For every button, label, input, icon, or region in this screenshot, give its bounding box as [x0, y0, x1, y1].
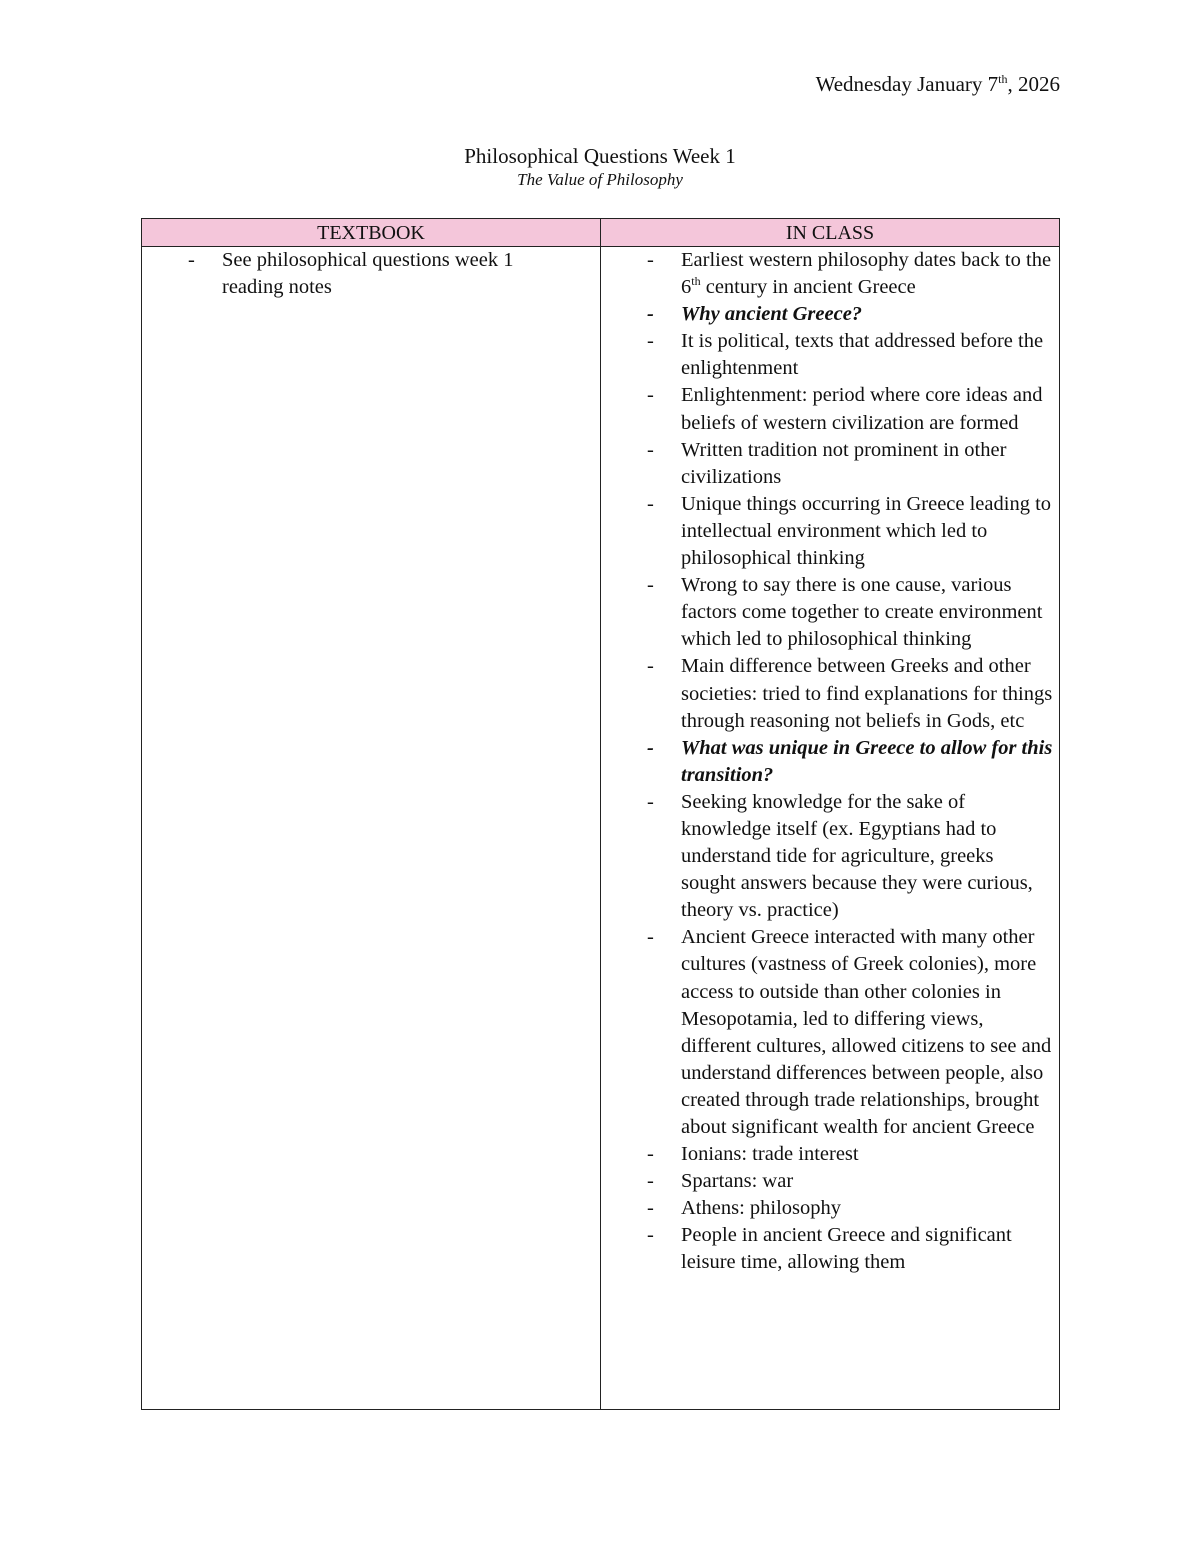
list-item-text: Wrong to say there is one cause, various factors come together to create environment which led to philosophical thinking — [681, 574, 1043, 651]
bullet-dash: - — [647, 1170, 654, 1193]
bullet-dash: - — [647, 790, 654, 813]
bullet-dash: - — [647, 1197, 654, 1220]
list-item — [601, 1141, 1059, 1168]
list-item — [601, 328, 1059, 382]
bullet-dash: - — [647, 1143, 654, 1166]
list-item — [601, 572, 1059, 653]
bullet-dash: - — [647, 736, 654, 759]
list-item — [601, 653, 1059, 734]
document-title: Philosophical Questions Week 1 — [464, 144, 736, 168]
notes-table — [141, 218, 1060, 1410]
list-item-text: Written tradition not prominent in other civilizations — [681, 438, 1007, 488]
column-header-in-class: IN CLASS — [601, 219, 1060, 247]
list-item — [601, 491, 1059, 572]
textbook-list — [142, 247, 600, 301]
in-class-cell — [601, 247, 1060, 1410]
list-item-text: Ionians: trade interest — [681, 1143, 859, 1166]
bullet-dash: - — [188, 249, 195, 271]
list-item-text: Enlightenment: period where core ideas and beliefs of western civilization are formed — [681, 384, 1043, 434]
bullet-dash: - — [647, 384, 654, 407]
column-header-textbook: TEXTBOOK — [142, 219, 601, 247]
bullet-dash: - — [647, 249, 654, 271]
list-item-text: Spartans: war — [681, 1170, 794, 1193]
bullet-dash: - — [647, 574, 654, 597]
list-item-text: Why ancient Greece? — [681, 303, 863, 326]
list-item — [601, 735, 1059, 789]
bullet-dash: - — [647, 1224, 654, 1247]
list-item-text: What was unique in Greece to allow for this transition? — [681, 736, 1053, 786]
title-block — [0, 143, 1200, 191]
document-date — [816, 70, 1060, 98]
list-item — [601, 1222, 1059, 1276]
bullet-dash: - — [647, 438, 654, 461]
list-item-text: Athens: philosophy — [681, 1197, 842, 1220]
list-item — [601, 789, 1059, 924]
date-prefix: Wednesday January 7 — [815, 72, 999, 96]
list-item-text: Seeking knowledge for the sake of knowledge itself (ex. Egyptians had to understand tide for agriculture, greeks sought answers because they were curious, theory vs. practice) — [681, 790, 1033, 922]
document-subtitle: The Value of Philosophy — [517, 170, 683, 189]
bullet-dash: - — [647, 303, 654, 326]
bullet-dash: - — [647, 655, 654, 678]
bullet-dash: - — [647, 330, 654, 353]
list-item — [601, 437, 1059, 491]
list-item — [601, 924, 1059, 1141]
table-header-row — [142, 219, 1060, 247]
list-item — [601, 382, 1059, 436]
list-item-text: Earliest western philosophy dates back to the 6 — [681, 249, 1052, 299]
list-item — [601, 247, 1059, 301]
date-suffix: , 2026 — [1007, 72, 1060, 96]
in-class-list — [601, 247, 1059, 1277]
list-item-text: Main difference between Greeks and other societies: tried to find explanations for things through reasoning not beliefs in Gods, etc — [681, 655, 1053, 732]
list-item — [601, 301, 1059, 328]
bullet-dash: - — [647, 492, 654, 515]
list-item-text: See philosophical questions week 1 reading notes — [222, 249, 514, 299]
list-item — [601, 1168, 1059, 1195]
ordinal-suffix: th — [691, 274, 701, 289]
table-row — [142, 247, 1060, 1410]
textbook-cell — [142, 247, 601, 1410]
list-item-text: Unique things occurring in Greece leading to intellectual environment which led to philosophical thinking — [681, 492, 1052, 570]
list-item-text: It is political, texts that addressed before the enlightenment — [681, 330, 1044, 380]
list-item — [601, 1195, 1059, 1222]
list-item — [142, 247, 600, 301]
list-item-text: century in ancient Greece — [700, 276, 916, 299]
bullet-dash: - — [647, 926, 654, 949]
list-item-text: People in ancient Greece and significant leisure time, allowing them — [681, 1224, 1012, 1274]
list-item-text: Ancient Greece interacted with many other cultures (vastness of Greek colonies), more access to outside than other colonies in Mesopotamia, led to differing views, different cultures, allowed citizens to see and understand differences between people, also created through trade relationships, brought about significant wealth for ancient Greece — [681, 926, 1052, 1138]
date-ordinal: th — [998, 72, 1008, 86]
